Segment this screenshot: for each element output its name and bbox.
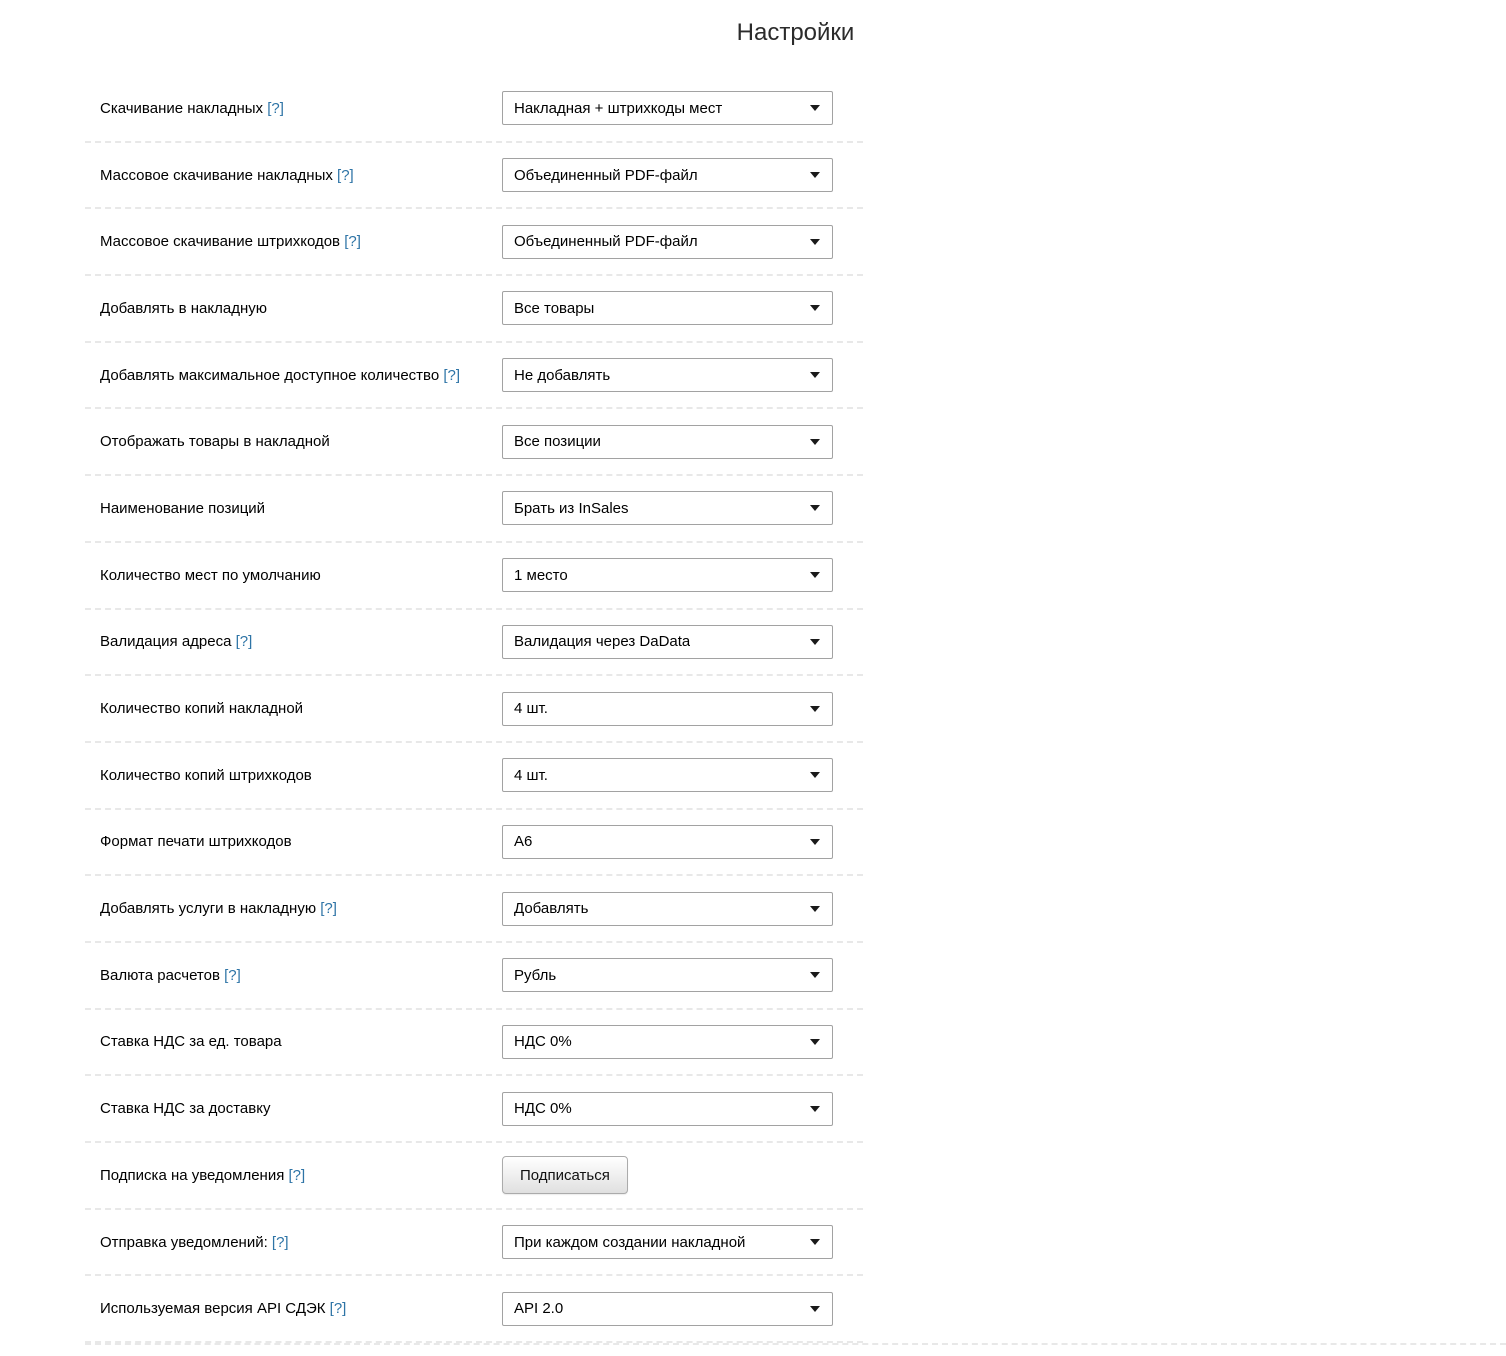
setting-row (85, 610, 863, 677)
help-link[interactable]: [?] (344, 233, 361, 251)
setting-select[interactable] (502, 625, 833, 659)
chevron-down-icon (810, 1106, 820, 1112)
setting-row (85, 876, 863, 943)
setting-select[interactable] (502, 291, 833, 325)
chevron-down-icon (810, 639, 820, 645)
setting-label: Количество мест по умолчанию (100, 566, 321, 584)
setting-select[interactable] (502, 558, 833, 592)
setting-label: Формат печати штрихкодов (100, 833, 292, 851)
setting-row (85, 1143, 863, 1210)
setting-row (85, 676, 863, 743)
setting-row (85, 543, 863, 610)
setting-select[interactable] (502, 1292, 833, 1326)
select-value: Валидация через DaData (514, 633, 691, 651)
chevron-down-icon (810, 172, 820, 178)
chevron-down-icon (810, 972, 820, 978)
setting-label-cell (100, 966, 502, 985)
setting-label: Добавлять услуги в накладную (100, 900, 317, 918)
chevron-down-icon (810, 706, 820, 712)
chevron-down-icon (810, 372, 820, 378)
setting-row (85, 409, 863, 476)
setting-label: Добавлять в накладную (100, 299, 267, 317)
setting-select[interactable] (502, 958, 833, 992)
setting-label-cell (100, 1166, 502, 1185)
setting-row (85, 76, 863, 143)
setting-row (85, 1010, 863, 1077)
setting-select[interactable] (502, 758, 833, 792)
setting-label-cell (100, 232, 502, 251)
setting-label: Отображать товары в накладной (100, 433, 330, 451)
setting-label-cell (100, 1233, 502, 1252)
setting-label-cell (100, 632, 502, 651)
help-link[interactable]: [?] (329, 1300, 347, 1318)
setting-label-cell (100, 1099, 502, 1118)
setting-row (85, 743, 863, 810)
chevron-down-icon (810, 505, 820, 511)
select-value: A6 (514, 833, 533, 851)
select-value: 4 шт. (514, 766, 548, 784)
setting-label: Ставка НДС за ед. товара (100, 1033, 282, 1051)
chevron-down-icon (810, 1039, 820, 1045)
help-link[interactable]: [?] (235, 633, 253, 651)
page-title: Настройки (736, 19, 855, 46)
setting-label-cell (100, 766, 502, 785)
setting-row (85, 343, 863, 410)
setting-row (85, 476, 863, 543)
chevron-down-icon (810, 1239, 820, 1245)
select-value: Объединенный PDF-файл (514, 166, 698, 184)
setting-label: Скачивание накладных (100, 99, 264, 117)
select-value: Все позиции (514, 433, 601, 451)
select-value: Добавлять (514, 900, 589, 918)
settings-list (85, 76, 863, 1343)
setting-label-cell (100, 99, 502, 118)
help-link[interactable]: [?] (267, 99, 284, 117)
setting-label: Наименование позиций (100, 499, 266, 517)
select-value: Все товары (514, 299, 595, 317)
chevron-down-icon (810, 105, 820, 111)
help-link[interactable]: [?] (271, 1233, 289, 1251)
setting-row (85, 143, 863, 210)
setting-label-cell (100, 1299, 502, 1318)
setting-row (85, 276, 863, 343)
setting-select[interactable] (502, 225, 833, 259)
setting-row (85, 209, 863, 276)
chevron-down-icon (810, 839, 820, 845)
select-value: При каждом создании накладной (514, 1233, 746, 1251)
setting-label: Валюта расчетов (100, 966, 220, 984)
setting-label: Количество копий штрихкодов (100, 766, 312, 784)
setting-select[interactable] (502, 1225, 833, 1259)
setting-select[interactable] (502, 425, 833, 459)
select-value: НДС 0% (514, 1033, 572, 1051)
help-link[interactable]: [?] (288, 1166, 306, 1184)
subscribe-button[interactable]: Подписаться (502, 1156, 628, 1194)
setting-select[interactable] (502, 91, 833, 125)
select-value: Накладная + штрихкоды мест (514, 99, 723, 117)
setting-label: Ставка НДС за доставку (100, 1100, 271, 1118)
select-value: Не добавлять (514, 366, 611, 384)
help-link[interactable]: [?] (337, 166, 354, 184)
chevron-down-icon (810, 439, 820, 445)
setting-label: Подписка на уведомления (100, 1166, 285, 1184)
setting-select[interactable] (502, 1025, 833, 1059)
setting-select[interactable] (502, 1092, 833, 1126)
setting-label-cell (100, 1032, 502, 1051)
chevron-down-icon (810, 239, 820, 245)
setting-label-cell (100, 832, 502, 851)
setting-label: Количество копий накладной (100, 700, 304, 718)
select-value: НДС 0% (514, 1100, 572, 1118)
setting-label-cell (100, 166, 502, 185)
setting-label-cell (100, 699, 502, 718)
setting-select[interactable] (502, 358, 833, 392)
setting-select[interactable] (502, 491, 833, 525)
help-link[interactable]: [?] (320, 900, 337, 918)
setting-row (85, 1076, 863, 1143)
chevron-down-icon (810, 305, 820, 311)
select-value: 1 место (514, 566, 568, 584)
setting-row (85, 943, 863, 1010)
setting-row (85, 1210, 863, 1277)
select-value: API 2.0 (514, 1300, 564, 1318)
setting-label: Добавлять максимальное доступное количество (100, 366, 440, 384)
setting-label-cell (100, 566, 502, 585)
settings-page (85, 0, 1506, 1345)
select-value: Рубль (514, 966, 557, 984)
help-link[interactable]: [?] (443, 366, 461, 384)
chevron-down-icon (810, 1306, 820, 1312)
help-link[interactable]: [?] (224, 966, 241, 984)
chevron-down-icon (810, 772, 820, 778)
setting-label-cell (100, 432, 502, 451)
setting-select[interactable] (502, 825, 833, 859)
setting-label: Массовое скачивание штрихкодов (100, 233, 341, 251)
setting-label: Массовое скачивание накладных (100, 166, 333, 184)
bottom-divider (85, 1343, 1506, 1345)
setting-row (85, 810, 863, 877)
select-value: Объединенный PDF-файл (514, 233, 698, 251)
setting-label: Валидация адреса (100, 633, 232, 651)
select-value: Брать из InSales (514, 499, 629, 517)
setting-label-cell (100, 299, 502, 318)
setting-label-cell (100, 899, 502, 918)
setting-select[interactable] (502, 892, 833, 926)
setting-select[interactable] (502, 692, 833, 726)
chevron-down-icon (810, 572, 820, 578)
setting-select[interactable] (502, 158, 833, 192)
setting-label: Отправка уведомлений: (100, 1233, 268, 1251)
select-value: 4 шт. (514, 700, 548, 718)
setting-label-cell (100, 366, 502, 385)
setting-label-cell (100, 499, 502, 518)
chevron-down-icon (810, 906, 820, 912)
setting-label: Используемая версия API СДЭК (100, 1300, 326, 1318)
setting-row (85, 1276, 863, 1343)
